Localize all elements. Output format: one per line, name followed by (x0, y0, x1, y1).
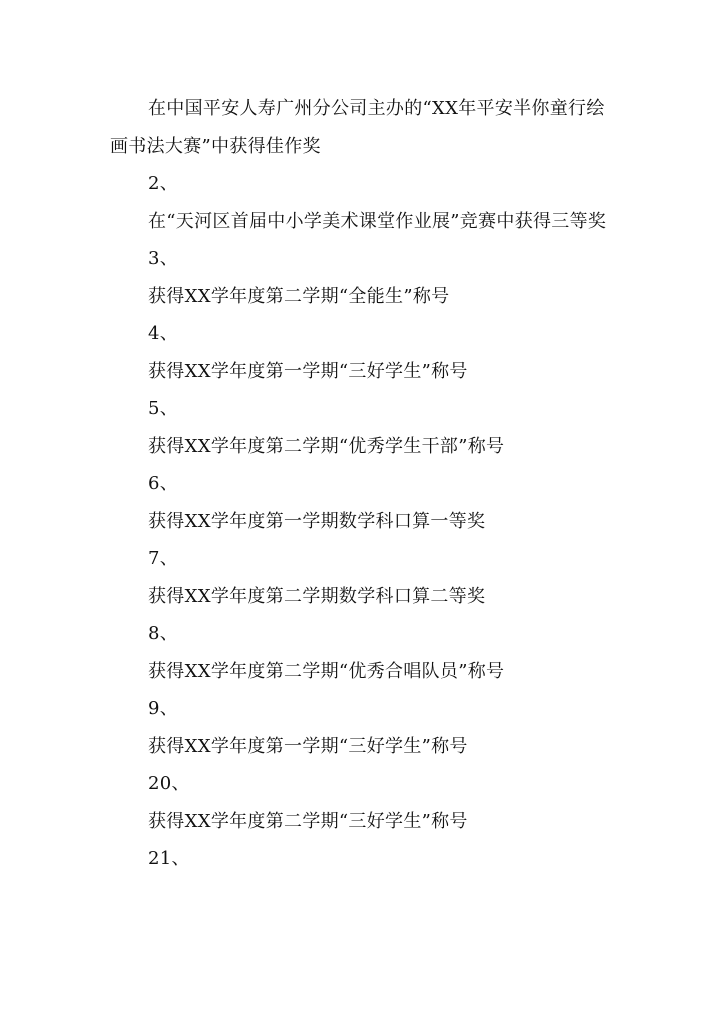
award-paragraph: 在中国平安人寿广州分公司主办的“XX年平安半你童行绘画书法大赛”中获得佳作奖 (110, 98, 605, 157)
award-paragraph: 获得XX学年度第二学期“全能生”称号 (148, 285, 450, 307)
list-number: 3、 (148, 248, 179, 269)
award-paragraph: 获得XX学年度第二学期数学科口算二等奖 (148, 585, 486, 607)
list-number: 20、 (148, 773, 190, 794)
list-number: 21、 (148, 848, 190, 869)
award-paragraph: 获得XX学年度第二学期“三好学生”称号 (148, 810, 468, 832)
award-paragraph: 获得XX学年度第二学期“优秀合唱队员”称号 (148, 660, 505, 682)
award-paragraph: 获得XX学年度第二学期“优秀学生干部”称号 (148, 435, 505, 457)
list-number: 7、 (148, 548, 179, 569)
list-number: 4、 (148, 323, 179, 344)
list-number: 6、 (148, 473, 179, 494)
list-number: 9、 (148, 698, 179, 719)
list-number: 5、 (148, 398, 179, 419)
document-body (110, 90, 615, 878)
list-number: 8、 (148, 623, 179, 644)
award-paragraph: 获得XX学年度第一学期“三好学生”称号 (148, 735, 468, 757)
list-number: 2、 (148, 173, 179, 194)
award-paragraph: 获得XX学年度第一学期“三好学生”称号 (148, 360, 468, 382)
award-paragraph: 在“天河区首届中小学美术课堂作业展”竞赛中获得三等奖 (148, 210, 607, 232)
award-paragraph: 获得XX学年度第一学期数学科口算一等奖 (148, 510, 486, 532)
